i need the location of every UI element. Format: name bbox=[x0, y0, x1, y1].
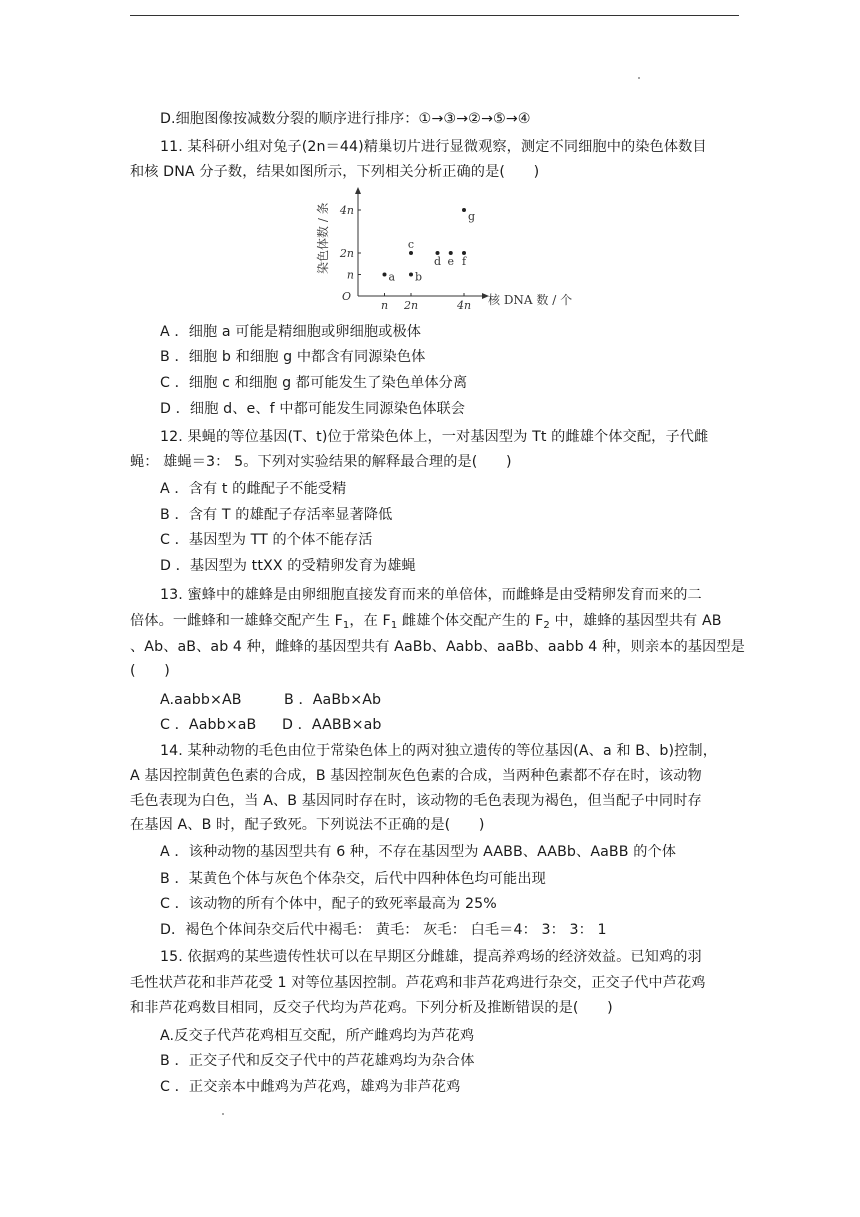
q13-stem-line-4: ( ) bbox=[130, 663, 170, 679]
q13-stem-line-1: 13. 蜜蜂中的雄蜂是由卵细胞直接发育而来的单倍体，而雌蜂是由受精卵发育而来的二 bbox=[160, 587, 702, 603]
y-axis-label: 染色体数 / 条 bbox=[316, 202, 330, 274]
data-point-b bbox=[409, 273, 413, 277]
q10-option-d: D.细胞图像按减数分裂的顺序进行排序：①→③→②→⑤→④ bbox=[160, 111, 531, 127]
q13-text-part: 雌雄个体交配产生的 F bbox=[397, 613, 544, 629]
margin-dot-top bbox=[638, 77, 640, 79]
data-point-c bbox=[409, 251, 413, 255]
x-tick-label: 2n bbox=[403, 299, 419, 312]
q13-text-part: ，在 F bbox=[349, 613, 391, 629]
q15-option-c[interactable]: C ．正交亲本中雌鸡为芦花鸡，雄鸡为非芦花鸡 bbox=[160, 1079, 461, 1095]
q12-option-a[interactable]: A ．含有 t 的雌配子不能受精 bbox=[160, 481, 347, 497]
q15-stem-line-3: 和非芦花鸡数目相同，反交子代均为芦花鸡。下列分析及推断错误的是( ) bbox=[130, 1000, 613, 1016]
q12-option-d[interactable]: D ．基因型为 ttXX 的受精卵发育为雄蝇 bbox=[160, 558, 416, 574]
q11-option-b[interactable]: B ．细胞 b 和细胞 g 中都含有同源染色体 bbox=[160, 349, 426, 365]
chromosome-dna-scatter bbox=[312, 186, 582, 314]
y-tick-label: 4n bbox=[339, 204, 354, 217]
subscript-1: 1 bbox=[342, 620, 350, 631]
point-label-c: c bbox=[407, 238, 415, 251]
q13-text-part: 倍体。一雌蜂和一雄蜂交配产生 F bbox=[130, 613, 343, 629]
q14-stem-line-1: 14. 某种动物的毛色由位于常染色体上的两对独立遗传的等位基因(A、a 和 B、b)控制， bbox=[160, 743, 717, 759]
q14-option-c[interactable]: C ．该动物的所有个体中，配子的致死率最高为 25% bbox=[160, 896, 497, 912]
q11-option-d[interactable]: D ．细胞 d、e、f 中都可能发生同源染色体联会 bbox=[160, 401, 466, 417]
q12-option-c[interactable]: C ．基因型为 TT 的个体不能存活 bbox=[160, 532, 373, 548]
q11-stem-line-1: 11. 某科研小组对兔子(2n＝44)精巢切片进行显微观察，测定不同细胞中的染色体数目 bbox=[160, 139, 707, 155]
point-label-d: d bbox=[433, 255, 442, 268]
q13-option-a[interactable]: A.aabb×AB bbox=[160, 692, 242, 708]
header-rule bbox=[130, 15, 739, 16]
subscript-1: 1 bbox=[390, 620, 398, 631]
q12-stem-line-2: 蝇： 雄蝇＝3： 5。下列对实验结果的解释最合理的是( ) bbox=[130, 454, 512, 470]
x-axis-label: 核 DNA 数 / 个 bbox=[488, 293, 573, 307]
q11-stem-line-2: 和核 DNA 分子数，结果如图所示，下列相关分析正确的是( ) bbox=[130, 164, 540, 180]
point-label-e: e bbox=[447, 255, 455, 268]
q11-option-a[interactable]: A ．细胞 a 可能是精细胞或卵细胞或极体 bbox=[160, 324, 422, 340]
y-tick-label: n bbox=[346, 268, 354, 282]
q14-stem-line-3: 毛色表现为白色，当 A、B 基因同时存在时，该动物的毛色表现为褐色，但当配子中同时存 bbox=[130, 793, 702, 809]
point-label-g: g bbox=[468, 210, 476, 223]
point-label-f: f bbox=[461, 255, 467, 268]
subscript-2: 2 bbox=[543, 620, 550, 631]
q13-option-d[interactable]: D ．AABB×ab bbox=[282, 717, 382, 733]
q13-option-b[interactable]: B ．AaBb×Ab bbox=[284, 692, 382, 708]
q13-stem-line-3: 、Ab、aB、ab 4 种，雌蜂的基因型共有 AaBb、Aabb、aaBb、aabb 4 种，则亲本的基因型是 bbox=[130, 639, 745, 655]
q13-stem-line-2 bbox=[130, 611, 722, 631]
q13-text-part: 中，雄蜂的基因型共有 AB bbox=[549, 613, 722, 629]
q15-stem-line-1: 15. 依据鸡的某些遗传性状可以在早期区分雌雄，提高养鸡场的经济效益。已知鸡的羽 bbox=[160, 949, 702, 965]
q11-option-c[interactable]: C ．细胞 c 和细胞 g 都可能发生了染色单体分离 bbox=[160, 375, 468, 391]
point-label-b: b bbox=[415, 270, 423, 284]
point-label-a: a bbox=[388, 270, 396, 284]
q14-stem-line-4: 在基因 A、B 时，配子致死。下列说法不正确的是( ) bbox=[130, 817, 485, 833]
x-tick-label: n bbox=[380, 299, 389, 312]
q12-option-b[interactable]: B ．含有 T 的雄配子存活率显著降低 bbox=[160, 507, 393, 523]
y-tick-label: 2n bbox=[339, 247, 354, 260]
q14-option-b[interactable]: B ．某黄色个体与灰色个体杂交，后代中四种体色均可能出现 bbox=[160, 871, 546, 887]
data-point-g bbox=[462, 208, 466, 212]
q13-option-c[interactable]: C ．Aabb×aB bbox=[160, 717, 257, 733]
q15-option-a[interactable]: A.反交子代芦花鸡相互交配，所产雌鸡均为芦花鸡 bbox=[160, 1028, 475, 1044]
x-tick-label: 4n bbox=[456, 299, 472, 312]
origin-label: O bbox=[342, 290, 352, 303]
q12-stem-line-1: 12. 果蝇的等位基因(T、t)位于常染色体上，一对基因型为 Tt 的雌雄个体交配，子代雌 bbox=[160, 429, 709, 445]
data-point-a bbox=[383, 273, 387, 277]
q15-option-b[interactable]: B ．正交子代和反交子代中的芦花雄鸡均为杂合体 bbox=[160, 1053, 475, 1069]
q14-stem-line-2: A 基因控制黄色色素的合成，B 基因控制灰色色素的合成，当两种色素都不存在时，该动物 bbox=[130, 768, 702, 784]
q14-option-d[interactable]: D．褐色个体间杂交后代中褐毛： 黄毛： 灰毛： 白毛＝4： 3： 3： 1 bbox=[160, 922, 607, 938]
margin-dot-bottom bbox=[222, 1113, 224, 1115]
q15-stem-line-2: 毛性状芦花和非芦花受 1 对等位基因控制。芦花鸡和非芦花鸡进行杂交，正交子代中芦花鸡 bbox=[130, 975, 706, 991]
q14-option-a[interactable]: A ．该种动物的基因型共有 6 种，不存在基因型为 AABB、AABb、AaBB 的个体 bbox=[160, 844, 677, 860]
